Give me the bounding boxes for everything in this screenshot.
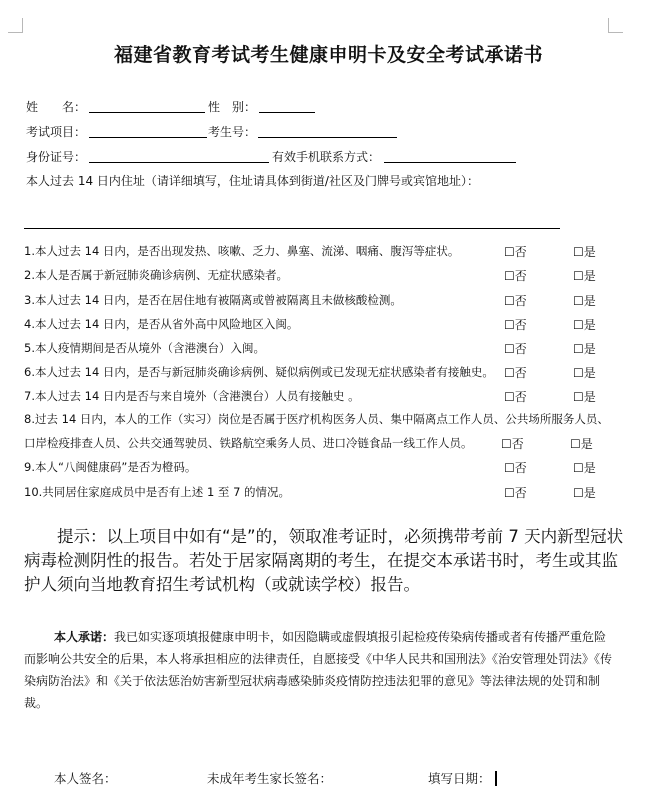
question-1: 1.本人过去 14 日内，是否出现发热、咳嗽、乏力、鼻塞、流涕、咽痛、腹泻等症状。 <box>24 244 460 258</box>
page-corner-mark <box>8 18 23 33</box>
q4-yes-checkbox[interactable]: ☐是 <box>573 318 596 332</box>
q6-yes-checkbox[interactable]: ☐是 <box>573 366 596 380</box>
question-8-continued: 口岸检疫排查人员、公共交通驾驶员、铁路航空乘务人员、进口冷链食品一线工作人员。 <box>24 436 473 450</box>
q10-no-checkbox[interactable]: ☐否 <box>504 486 527 500</box>
question-3: 3.本人过去 14 日内，是否在居住地有被隔离或曾被隔离且未做核酸检测。 <box>24 293 402 307</box>
guardian-signature-label: 未成年考生家长签名： <box>207 771 333 786</box>
q4-no-checkbox[interactable]: ☐否 <box>504 318 527 332</box>
date-label: 填写日期： <box>428 771 491 786</box>
question-4: 4.本人过去 14 日内，是否从省外高中风险地区入闽。 <box>24 317 299 331</box>
q7-yes-checkbox[interactable]: ☐是 <box>573 390 596 404</box>
name-label: 姓 名： <box>26 100 87 114</box>
id-no-label: 身份证号： <box>26 150 87 164</box>
q5-yes-checkbox[interactable]: ☐是 <box>573 342 596 356</box>
q2-yes-checkbox[interactable]: ☐是 <box>573 269 596 283</box>
question-7: 7.本人过去 14 日内是否与来自境外（含港澳台）人员有接触史 。 <box>24 389 360 403</box>
q1-yes-checkbox[interactable]: ☐是 <box>573 245 596 259</box>
gender-field[interactable] <box>259 111 315 113</box>
exam-no-field[interactable] <box>258 136 397 138</box>
notice-paragraph <box>24 525 624 597</box>
q7-no-checkbox[interactable]: ☐否 <box>504 390 527 404</box>
document-title: 福建省教育考试考生健康申明卡及安全考试承诺书 <box>113 44 543 66</box>
q2-no-checkbox[interactable]: ☐否 <box>504 269 527 283</box>
exam-no-label: 考生号： <box>208 125 257 139</box>
notice-text: 提示：以上项目中如有“是”的，领取准考证时，必须携带考前 7 天内新型冠状病毒检测阴性的报告。若处于居家隔离期的考生，在提交本承诺书时，考生或其监护人须向当地教育招生考试机构（或就读学校）报告。 <box>24 527 624 594</box>
q3-yes-checkbox[interactable]: ☐是 <box>573 294 596 308</box>
phone-field[interactable] <box>384 161 516 163</box>
q8-yes-checkbox[interactable]: ☐是 <box>570 437 593 451</box>
q10-yes-checkbox[interactable]: ☐是 <box>573 486 596 500</box>
q6-no-checkbox[interactable]: ☐否 <box>504 366 527 380</box>
question-2: 2.本人是否属于新冠肺炎确诊病例、无症状感染者。 <box>24 268 288 282</box>
date-field-wrapper <box>428 769 497 787</box>
q9-no-checkbox[interactable]: ☐否 <box>504 461 527 475</box>
question-9: 9.本人“八闽健康码”是否为橙码。 <box>24 460 197 474</box>
q3-no-checkbox[interactable]: ☐否 <box>504 294 527 308</box>
question-6: 6.本人过去 14 日内，是否与新冠肺炎确诊病例、疑似病例或已发现无症状感染者有接触史。 <box>24 365 494 379</box>
text-cursor[interactable] <box>495 771 497 786</box>
name-field[interactable] <box>89 111 205 113</box>
subject-label: 考试项目： <box>26 125 87 139</box>
gender-label: 性 别： <box>208 100 257 114</box>
question-5: 5.本人疫情期间是否从境外（含港澳台）入闽。 <box>24 341 265 355</box>
q8-no-checkbox[interactable]: ☐否 <box>501 437 524 451</box>
id-no-field[interactable] <box>89 161 269 163</box>
promise-label: 本人承诺： <box>54 630 115 644</box>
subject-field[interactable] <box>89 136 207 138</box>
promise-text: 我已如实逐项填报健康申明卡，如因隐瞒或虚假填报引起检疫传染病传播或者有传播严重危险而影响公共安全的后果，本人将承担相应的法律责任，自愿接受《中华人民共和国刑法》《治安管理处罚法》《传染病防治法》和《关于依法惩治妨害新型冠状病毒感染肺炎疫情防控违法犯罪的意见》等法律法规的处罚和制裁。 <box>24 630 613 710</box>
page-corner-mark <box>608 18 623 33</box>
q9-yes-checkbox[interactable]: ☐是 <box>573 461 596 475</box>
q5-no-checkbox[interactable]: ☐否 <box>504 342 527 356</box>
promise-paragraph <box>24 626 614 714</box>
self-signature-label: 本人签名： <box>54 771 117 786</box>
phone-label: 有效手机联系方式： <box>272 150 381 164</box>
address-field[interactable] <box>24 228 560 229</box>
question-8: 8.过去 14 日内，本人的工作（实习）岗位是否属于医疗机构医务人员、集中隔离点工作人员、公共场所服务人员、 <box>24 412 609 426</box>
q1-no-checkbox[interactable]: ☐否 <box>504 245 527 259</box>
address-label: 本人过去 14 日内住址（请详细填写，住址请具体到街道/社区及门牌号或宾馆地址）： <box>26 174 479 188</box>
question-10: 10.共同居住家庭成员中是否有上述 1 至 7 的情况。 <box>24 485 291 499</box>
